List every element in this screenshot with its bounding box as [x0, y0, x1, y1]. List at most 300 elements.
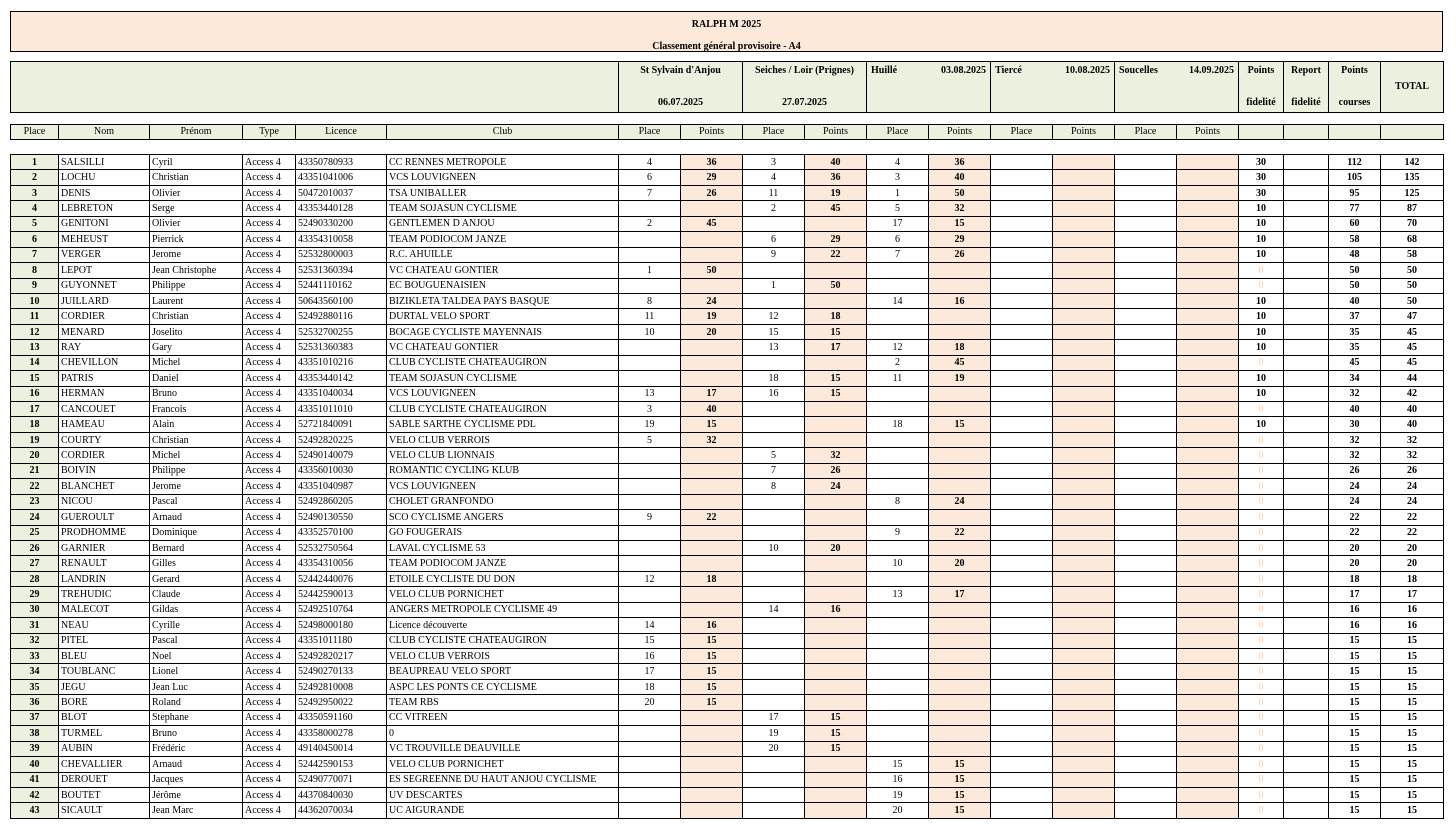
- cell-race4-place[interactable]: [991, 170, 1053, 185]
- cell-prenom[interactable]: Noel: [150, 649, 243, 664]
- cell-race1-place[interactable]: 8: [619, 293, 681, 308]
- cell-type[interactable]: Access 4: [243, 602, 296, 617]
- cell-race2-place[interactable]: [743, 571, 805, 586]
- cell-nom[interactable]: JEGU: [59, 679, 150, 694]
- cell-licence[interactable]: 52531360383: [296, 340, 387, 355]
- cell-points-fidelite[interactable]: 10: [1239, 309, 1284, 324]
- cell-place[interactable]: 8: [11, 263, 59, 278]
- cell-race3-points[interactable]: 24: [929, 494, 991, 509]
- cell-race5-points[interactable]: [1177, 556, 1239, 571]
- cell-race4-points[interactable]: [1053, 309, 1115, 324]
- cell-race5-points[interactable]: [1177, 540, 1239, 555]
- cell-licence[interactable]: 43353440128: [296, 201, 387, 216]
- cell-total[interactable]: 18: [1381, 571, 1444, 586]
- cell-points-courses[interactable]: 15: [1329, 741, 1381, 756]
- cell-points-fidelite[interactable]: 0: [1239, 664, 1284, 679]
- cell-club[interactable]: TEAM PODIOCOM JANZE: [387, 556, 619, 571]
- table-row[interactable]: [11, 309, 1444, 324]
- cell-race2-place[interactable]: 2: [743, 201, 805, 216]
- cell-type[interactable]: Access 4: [243, 741, 296, 756]
- cell-points-courses[interactable]: 95: [1329, 185, 1381, 200]
- cell-report-fidelite[interactable]: [1284, 355, 1329, 370]
- cell-race4-points[interactable]: [1053, 602, 1115, 617]
- cell-race4-points[interactable]: [1053, 494, 1115, 509]
- table-row[interactable]: [11, 463, 1444, 478]
- cell-total[interactable]: 42: [1381, 386, 1444, 401]
- cell-points-fidelite[interactable]: 10: [1239, 371, 1284, 386]
- cell-race2-points[interactable]: 15: [805, 371, 867, 386]
- cell-nom[interactable]: GENITONI: [59, 216, 150, 231]
- cell-club[interactable]: VELO CLUB VERROIS: [387, 432, 619, 447]
- cell-race1-place[interactable]: [619, 803, 681, 818]
- cell-race3-place[interactable]: 1: [867, 185, 929, 200]
- cell-nom[interactable]: GUEROULT: [59, 510, 150, 525]
- cell-total[interactable]: 16: [1381, 602, 1444, 617]
- cell-report-fidelite[interactable]: [1284, 803, 1329, 818]
- cell-race1-place[interactable]: 11: [619, 309, 681, 324]
- cell-race5-place[interactable]: [1115, 540, 1177, 555]
- cell-report-fidelite[interactable]: [1284, 649, 1329, 664]
- cell-race1-place[interactable]: 20: [619, 695, 681, 710]
- table-row[interactable]: [11, 494, 1444, 509]
- cell-race3-points[interactable]: [929, 649, 991, 664]
- cell-race1-points[interactable]: [681, 448, 743, 463]
- cell-place[interactable]: 23: [11, 494, 59, 509]
- cell-race4-points[interactable]: [1053, 726, 1115, 741]
- cell-licence[interactable]: 52531360394: [296, 263, 387, 278]
- cell-prenom[interactable]: Gerard: [150, 571, 243, 586]
- cell-total[interactable]: 15: [1381, 679, 1444, 694]
- cell-place[interactable]: 10: [11, 293, 59, 308]
- cell-race1-place[interactable]: 3: [619, 402, 681, 417]
- cell-race3-place[interactable]: 6: [867, 232, 929, 247]
- cell-licence[interactable]: 43353440142: [296, 371, 387, 386]
- cell-race3-place[interactable]: [867, 664, 929, 679]
- table-row[interactable]: [11, 432, 1444, 447]
- cell-race1-points[interactable]: 19: [681, 309, 743, 324]
- cell-race4-place[interactable]: [991, 185, 1053, 200]
- cell-race3-points[interactable]: 15: [929, 772, 991, 787]
- cell-race3-points[interactable]: [929, 278, 991, 293]
- cell-race1-place[interactable]: [619, 540, 681, 555]
- cell-race3-points[interactable]: [929, 324, 991, 339]
- cell-race2-points[interactable]: 26: [805, 463, 867, 478]
- cell-club[interactable]: GENTLEMEN D ANJOU: [387, 216, 619, 231]
- cell-race2-place[interactable]: 11: [743, 185, 805, 200]
- cell-nom[interactable]: HERMAN: [59, 386, 150, 401]
- cell-race4-place[interactable]: [991, 494, 1053, 509]
- cell-race3-points[interactable]: 45: [929, 355, 991, 370]
- cell-points-courses[interactable]: 20: [1329, 540, 1381, 555]
- cell-report-fidelite[interactable]: [1284, 679, 1329, 694]
- cell-nom[interactable]: VERGER: [59, 247, 150, 262]
- cell-licence[interactable]: 43352570100: [296, 525, 387, 540]
- cell-club[interactable]: DURTAL VELO SPORT: [387, 309, 619, 324]
- cell-report-fidelite[interactable]: [1284, 664, 1329, 679]
- table-row[interactable]: [11, 479, 1444, 494]
- cell-report-fidelite[interactable]: [1284, 371, 1329, 386]
- cell-race5-place[interactable]: [1115, 417, 1177, 432]
- cell-total[interactable]: 24: [1381, 479, 1444, 494]
- cell-prenom[interactable]: Lionel: [150, 664, 243, 679]
- cell-place[interactable]: 43: [11, 803, 59, 818]
- cell-club[interactable]: CC RENNES METROPOLE: [387, 155, 619, 170]
- cell-race1-place[interactable]: [619, 463, 681, 478]
- cell-type[interactable]: Access 4: [243, 232, 296, 247]
- cell-race3-points[interactable]: 32: [929, 201, 991, 216]
- cell-total[interactable]: 68: [1381, 232, 1444, 247]
- cell-race2-place[interactable]: [743, 803, 805, 818]
- cell-race4-points[interactable]: [1053, 510, 1115, 525]
- cell-prenom[interactable]: Roland: [150, 695, 243, 710]
- table-row[interactable]: [11, 741, 1444, 756]
- cell-race1-place[interactable]: [619, 247, 681, 262]
- cell-prenom[interactable]: Francois: [150, 402, 243, 417]
- cell-race5-place[interactable]: [1115, 355, 1177, 370]
- cell-prenom[interactable]: Arnaud: [150, 510, 243, 525]
- cell-race5-points[interactable]: [1177, 587, 1239, 602]
- cell-race5-place[interactable]: [1115, 432, 1177, 447]
- cell-place[interactable]: 2: [11, 170, 59, 185]
- cell-prenom[interactable]: Philippe: [150, 463, 243, 478]
- cell-points-courses[interactable]: 77: [1329, 201, 1381, 216]
- cell-place[interactable]: 24: [11, 510, 59, 525]
- cell-race4-points[interactable]: [1053, 525, 1115, 540]
- cell-race1-points[interactable]: 29: [681, 170, 743, 185]
- cell-race5-points[interactable]: [1177, 185, 1239, 200]
- cell-total[interactable]: 15: [1381, 726, 1444, 741]
- cell-race1-place[interactable]: 5: [619, 432, 681, 447]
- cell-race3-place[interactable]: 10: [867, 556, 929, 571]
- cell-race2-place[interactable]: 16: [743, 386, 805, 401]
- cell-race1-place[interactable]: [619, 556, 681, 571]
- cell-race4-place[interactable]: [991, 695, 1053, 710]
- cell-report-fidelite[interactable]: [1284, 247, 1329, 262]
- cell-race4-place[interactable]: [991, 278, 1053, 293]
- cell-race2-place[interactable]: 5: [743, 448, 805, 463]
- cell-club[interactable]: BEAUPREAU VELO SPORT: [387, 664, 619, 679]
- cell-race1-points[interactable]: [681, 355, 743, 370]
- cell-club[interactable]: R.C. AHUILLE: [387, 247, 619, 262]
- cell-type[interactable]: Access 4: [243, 155, 296, 170]
- cell-race3-place[interactable]: 14: [867, 293, 929, 308]
- cell-race3-place[interactable]: 3: [867, 170, 929, 185]
- table-row[interactable]: [11, 664, 1444, 679]
- table-row[interactable]: [11, 679, 1444, 694]
- cell-points-courses[interactable]: 37: [1329, 309, 1381, 324]
- cell-race3-place[interactable]: [867, 463, 929, 478]
- cell-race1-place[interactable]: [619, 525, 681, 540]
- cell-race1-place[interactable]: [619, 479, 681, 494]
- cell-nom[interactable]: CHEVILLON: [59, 355, 150, 370]
- cell-race1-points[interactable]: [681, 247, 743, 262]
- cell-club[interactable]: VCS LOUVIGNEEN: [387, 170, 619, 185]
- cell-report-fidelite[interactable]: [1284, 170, 1329, 185]
- cell-type[interactable]: Access 4: [243, 432, 296, 447]
- cell-race4-points[interactable]: [1053, 587, 1115, 602]
- cell-club[interactable]: UC AIGURANDE: [387, 803, 619, 818]
- cell-type[interactable]: Access 4: [243, 664, 296, 679]
- cell-licence[interactable]: 52492860205: [296, 494, 387, 509]
- cell-race1-place[interactable]: [619, 757, 681, 772]
- cell-race3-place[interactable]: [867, 278, 929, 293]
- cell-points-fidelite[interactable]: 0: [1239, 448, 1284, 463]
- cell-licence[interactable]: 43351010216: [296, 355, 387, 370]
- cell-total[interactable]: 44: [1381, 371, 1444, 386]
- cell-place[interactable]: 11: [11, 309, 59, 324]
- cell-race1-points[interactable]: [681, 602, 743, 617]
- cell-race3-points[interactable]: 18: [929, 340, 991, 355]
- cell-race4-place[interactable]: [991, 571, 1053, 586]
- cell-race4-place[interactable]: [991, 155, 1053, 170]
- cell-points-courses[interactable]: 45: [1329, 355, 1381, 370]
- cell-race3-points[interactable]: 15: [929, 787, 991, 802]
- cell-type[interactable]: Access 4: [243, 772, 296, 787]
- cell-total[interactable]: 135: [1381, 170, 1444, 185]
- cell-place[interactable]: 14: [11, 355, 59, 370]
- cell-prenom[interactable]: Pascal: [150, 633, 243, 648]
- cell-race3-points[interactable]: [929, 263, 991, 278]
- cell-report-fidelite[interactable]: [1284, 293, 1329, 308]
- cell-prenom[interactable]: Jerome: [150, 247, 243, 262]
- cell-total[interactable]: 15: [1381, 741, 1444, 756]
- cell-club[interactable]: VC CHATEAU GONTIER: [387, 263, 619, 278]
- cell-points-courses[interactable]: 34: [1329, 371, 1381, 386]
- cell-club[interactable]: ASPC LES PONTS CE CYCLISME: [387, 679, 619, 694]
- col-licence[interactable]: Licence: [296, 125, 387, 140]
- cell-race1-place[interactable]: [619, 587, 681, 602]
- cell-race1-place[interactable]: [619, 787, 681, 802]
- cell-race4-points[interactable]: [1053, 664, 1115, 679]
- cell-club[interactable]: 0: [387, 726, 619, 741]
- cell-prenom[interactable]: Philippe: [150, 278, 243, 293]
- cell-race4-points[interactable]: [1053, 710, 1115, 725]
- cell-points-fidelite[interactable]: 0: [1239, 649, 1284, 664]
- cell-race3-place[interactable]: [867, 263, 929, 278]
- cell-prenom[interactable]: Gilles: [150, 556, 243, 571]
- cell-nom[interactable]: GARNIER: [59, 540, 150, 555]
- cell-race2-points[interactable]: 15: [805, 710, 867, 725]
- cell-race5-points[interactable]: [1177, 232, 1239, 247]
- cell-total[interactable]: 22: [1381, 525, 1444, 540]
- cell-race4-place[interactable]: [991, 324, 1053, 339]
- cell-race5-place[interactable]: [1115, 679, 1177, 694]
- cell-race4-place[interactable]: [991, 432, 1053, 447]
- cell-club[interactable]: GO FOUGERAIS: [387, 525, 619, 540]
- cell-race5-place[interactable]: [1115, 463, 1177, 478]
- cell-race2-place[interactable]: [743, 402, 805, 417]
- cell-race4-place[interactable]: [991, 510, 1053, 525]
- cell-points-courses[interactable]: 15: [1329, 633, 1381, 648]
- cell-points-fidelite[interactable]: 0: [1239, 278, 1284, 293]
- cell-race1-place[interactable]: [619, 232, 681, 247]
- cell-total[interactable]: 50: [1381, 278, 1444, 293]
- cell-total[interactable]: 20: [1381, 540, 1444, 555]
- cell-race2-place[interactable]: 3: [743, 155, 805, 170]
- cell-type[interactable]: Access 4: [243, 324, 296, 339]
- cell-race4-place[interactable]: [991, 787, 1053, 802]
- cell-prenom[interactable]: Olivier: [150, 216, 243, 231]
- cell-race1-points[interactable]: 15: [681, 649, 743, 664]
- cell-race4-points[interactable]: [1053, 432, 1115, 447]
- cell-points-courses[interactable]: 15: [1329, 664, 1381, 679]
- cell-points-fidelite[interactable]: 0: [1239, 772, 1284, 787]
- cell-club[interactable]: TEAM SOJASUN CYCLISME: [387, 371, 619, 386]
- cell-race1-points[interactable]: 32: [681, 432, 743, 447]
- cell-race1-points[interactable]: [681, 556, 743, 571]
- cell-race5-place[interactable]: [1115, 695, 1177, 710]
- cell-race1-points[interactable]: [681, 494, 743, 509]
- cell-type[interactable]: Access 4: [243, 587, 296, 602]
- cell-club[interactable]: VELO CLUB PORNICHET: [387, 587, 619, 602]
- cell-race4-place[interactable]: [991, 201, 1053, 216]
- table-row[interactable]: [11, 386, 1444, 401]
- cell-nom[interactable]: RENAULT: [59, 556, 150, 571]
- cell-place[interactable]: 36: [11, 695, 59, 710]
- cell-nom[interactable]: SALSILLI: [59, 155, 150, 170]
- cell-race1-place[interactable]: [619, 602, 681, 617]
- cell-race1-points[interactable]: [681, 741, 743, 756]
- cell-race2-place[interactable]: 9: [743, 247, 805, 262]
- cell-total[interactable]: 40: [1381, 402, 1444, 417]
- cell-prenom[interactable]: Stephane: [150, 710, 243, 725]
- cell-points-fidelite[interactable]: 10: [1239, 232, 1284, 247]
- cell-club[interactable]: ANGERS METROPOLE CYCLISME 49: [387, 602, 619, 617]
- cell-licence[interactable]: 43351040034: [296, 386, 387, 401]
- cell-nom[interactable]: PRODHOMME: [59, 525, 150, 540]
- cell-race5-points[interactable]: [1177, 247, 1239, 262]
- cell-race3-place[interactable]: [867, 571, 929, 586]
- cell-race3-points[interactable]: [929, 695, 991, 710]
- cell-race3-place[interactable]: [867, 741, 929, 756]
- cell-race5-place[interactable]: [1115, 263, 1177, 278]
- cell-race2-place[interactable]: [743, 263, 805, 278]
- cell-race1-points[interactable]: 17: [681, 386, 743, 401]
- cell-race2-place[interactable]: 1: [743, 278, 805, 293]
- cell-race5-place[interactable]: [1115, 216, 1177, 231]
- cell-points-fidelite[interactable]: 10: [1239, 340, 1284, 355]
- cell-points-fidelite[interactable]: 0: [1239, 695, 1284, 710]
- cell-club[interactable]: UV DESCARTES: [387, 787, 619, 802]
- cell-race5-points[interactable]: [1177, 571, 1239, 586]
- cell-race5-place[interactable]: [1115, 787, 1177, 802]
- cell-race5-points[interactable]: [1177, 263, 1239, 278]
- table-row[interactable]: [11, 772, 1444, 787]
- cell-race4-points[interactable]: [1053, 386, 1115, 401]
- cell-race1-place[interactable]: 18: [619, 679, 681, 694]
- cell-licence[interactable]: 50643560100: [296, 293, 387, 308]
- cell-race3-points[interactable]: 16: [929, 293, 991, 308]
- cell-report-fidelite[interactable]: [1284, 510, 1329, 525]
- table-row[interactable]: [11, 556, 1444, 571]
- cell-licence[interactable]: 43354310058: [296, 232, 387, 247]
- table-row[interactable]: [11, 340, 1444, 355]
- cell-race1-place[interactable]: 19: [619, 417, 681, 432]
- col-club[interactable]: Club: [387, 125, 619, 140]
- cell-prenom[interactable]: Bernard: [150, 540, 243, 555]
- cell-race2-points[interactable]: 15: [805, 324, 867, 339]
- cell-total[interactable]: 45: [1381, 340, 1444, 355]
- cell-race5-place[interactable]: [1115, 664, 1177, 679]
- cell-total[interactable]: 16: [1381, 618, 1444, 633]
- table-row[interactable]: [11, 216, 1444, 231]
- cell-race4-points[interactable]: [1053, 741, 1115, 756]
- cell-prenom[interactable]: Jérôme: [150, 787, 243, 802]
- cell-licence[interactable]: 52492820217: [296, 649, 387, 664]
- cell-race4-points[interactable]: [1053, 263, 1115, 278]
- cell-race2-points[interactable]: [805, 432, 867, 447]
- table-row[interactable]: [11, 618, 1444, 633]
- cell-prenom[interactable]: Gildas: [150, 602, 243, 617]
- cell-place[interactable]: 12: [11, 324, 59, 339]
- cell-race5-place[interactable]: [1115, 525, 1177, 540]
- cell-race1-points[interactable]: [681, 540, 743, 555]
- cell-race3-place[interactable]: 11: [867, 371, 929, 386]
- cell-race2-place[interactable]: [743, 293, 805, 308]
- cell-race5-place[interactable]: [1115, 649, 1177, 664]
- cell-race5-place[interactable]: [1115, 402, 1177, 417]
- cell-points-fidelite[interactable]: 0: [1239, 540, 1284, 555]
- cell-licence[interactable]: 43350780933: [296, 155, 387, 170]
- cell-nom[interactable]: JUILLARD: [59, 293, 150, 308]
- table-row[interactable]: [11, 787, 1444, 802]
- cell-total[interactable]: 15: [1381, 787, 1444, 802]
- cell-place[interactable]: 25: [11, 525, 59, 540]
- cell-prenom[interactable]: Jacques: [150, 772, 243, 787]
- cell-race4-points[interactable]: [1053, 571, 1115, 586]
- cell-place[interactable]: 34: [11, 664, 59, 679]
- cell-race2-place[interactable]: [743, 664, 805, 679]
- cell-race2-points[interactable]: [805, 525, 867, 540]
- cell-place[interactable]: 19: [11, 432, 59, 447]
- cell-race4-points[interactable]: [1053, 463, 1115, 478]
- cell-report-fidelite[interactable]: [1284, 726, 1329, 741]
- cell-total[interactable]: 15: [1381, 772, 1444, 787]
- cell-total[interactable]: 58: [1381, 247, 1444, 262]
- cell-club[interactable]: LAVAL CYCLISME 53: [387, 540, 619, 555]
- cell-race4-place[interactable]: [991, 232, 1053, 247]
- cell-points-fidelite[interactable]: 0: [1239, 726, 1284, 741]
- cell-place[interactable]: 37: [11, 710, 59, 725]
- table-row[interactable]: [11, 803, 1444, 818]
- cell-report-fidelite[interactable]: [1284, 185, 1329, 200]
- cell-points-fidelite[interactable]: 0: [1239, 355, 1284, 370]
- cell-race4-place[interactable]: [991, 618, 1053, 633]
- cell-race3-place[interactable]: 18: [867, 417, 929, 432]
- table-row[interactable]: [11, 571, 1444, 586]
- cell-race1-points[interactable]: [681, 232, 743, 247]
- cell-race4-place[interactable]: [991, 664, 1053, 679]
- cell-place[interactable]: 42: [11, 787, 59, 802]
- cell-type[interactable]: Access 4: [243, 247, 296, 262]
- cell-race2-points[interactable]: 40: [805, 155, 867, 170]
- cell-race5-points[interactable]: [1177, 695, 1239, 710]
- cell-prenom[interactable]: Joselito: [150, 324, 243, 339]
- cell-report-fidelite[interactable]: [1284, 448, 1329, 463]
- cell-race5-points[interactable]: [1177, 741, 1239, 756]
- cell-race2-points[interactable]: [805, 571, 867, 586]
- cell-race1-points[interactable]: [681, 201, 743, 216]
- cell-race3-points[interactable]: [929, 602, 991, 617]
- cell-club[interactable]: VELO CLUB PORNICHET: [387, 757, 619, 772]
- cell-race2-place[interactable]: 4: [743, 170, 805, 185]
- cell-points-courses[interactable]: 30: [1329, 417, 1381, 432]
- cell-race5-place[interactable]: [1115, 571, 1177, 586]
- cell-race3-place[interactable]: [867, 695, 929, 710]
- cell-race1-place[interactable]: 14: [619, 618, 681, 633]
- cell-report-fidelite[interactable]: [1284, 602, 1329, 617]
- cell-club[interactable]: VELO CLUB LIONNAIS: [387, 448, 619, 463]
